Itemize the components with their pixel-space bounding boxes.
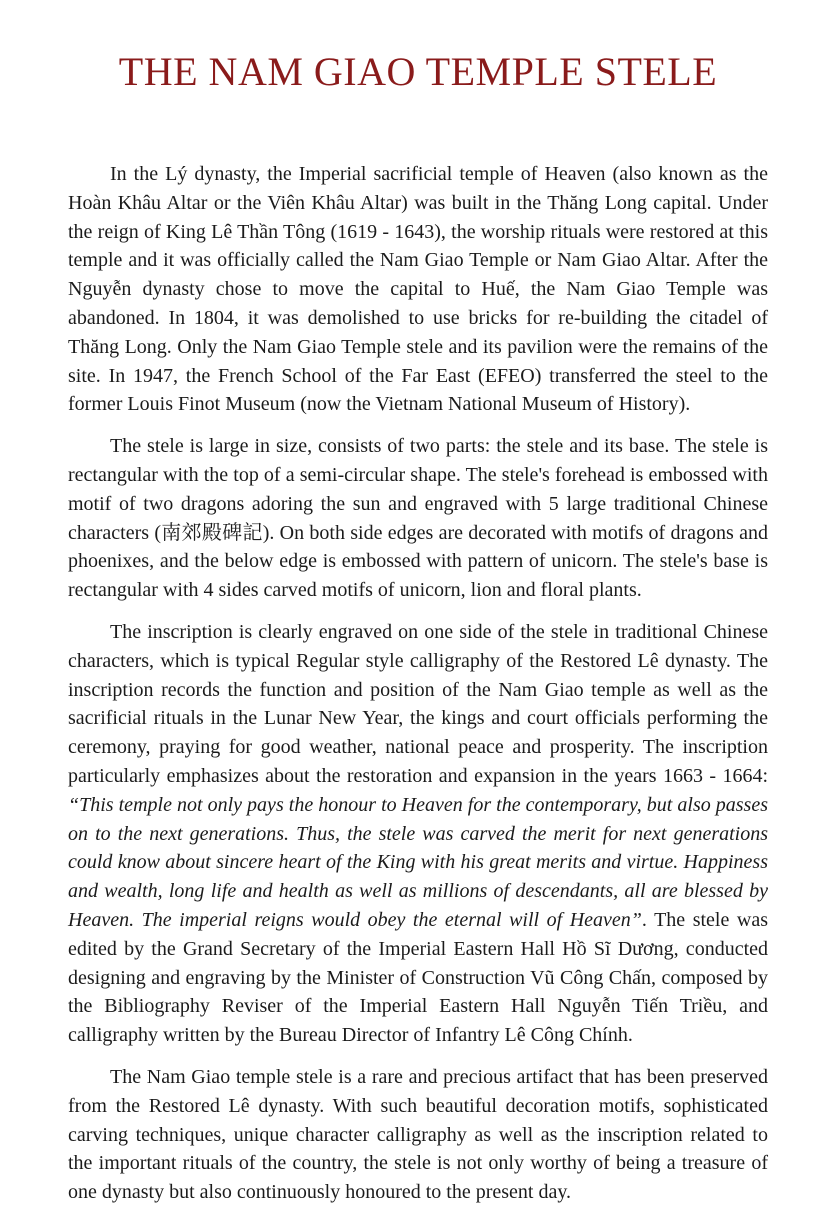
paragraph-conclusion: The Nam Giao temple stele is a rare and precious artifact that has been preserved from the Restored Lê dynasty. With such beautiful decoration motifs, sophisticated carving techniques, unique character calligraphy as well as the inscription related to the important rituals of the country, the stele is not only worthy of being a treasure of one dynasty but also continuously honoured to the present day. (68, 1065, 768, 1204)
paragraph-inscription-quote: “This temple not only pays the honour to Heaven for the contemporary, but also passes on to the next generations. Thus, the stele was carved the merit for next generations could know about sincere heart of the King with his great merits and virtue. Happiness and wealth, long life and health as well as millions of descendants, all are blessed by Heaven. The imperial reigns would obey the eternal will of Heaven” (68, 793, 768, 931)
paragraph-history: In the Lý dynasty, the Imperial sacrificial temple of Heaven (also known as the Hoàn Khâu Altar or the Viên Khâu Altar) was built in the Thăng Long capital. Under the reign of King Lê Thần Tông (1619 - 1643), the worship rituals were restored at this temple and it was officially called the Nam Giao Temple or Nam Giao Altar. After the Nguyễn dynasty chose to move the capital to Huế, the Nam Giao Temple was abandoned. In 1804, it was demolished to use bricks for re-building the citadel of Thăng Long. Only the Nam Giao Temple stele and its pavilion were the remains of the site. In 1947, the French School of the Far East (EFEO) transferred the steel to the former Louis Finot Museum (now the Vietnam National Museum of History). (68, 163, 768, 416)
paragraph-inscription-lead: The inscription is clearly engraved on one side of the stele in traditional Chinese characters, which is typical Regular style calligraphy of the Restored Lê dynasty. The inscription records the function and position of the Nam Giao temple as well as the sacrificial rituals in the Lunar New Year, the kings and court officials performing the ceremony, praying for good weather, national peace and prosperity. The inscription particularly emphasizes about the restoration and expansion in the years 1663 - 1664: (68, 620, 768, 787)
paragraph-description: The stele is large in size, consists of two parts: the stele and its base. The stele is rectangular with the top of a semi-circular shape. The stele's forehead is embossed with motif of two dragons adoring the sun and engraved with 5 large traditional Chinese characters (南郊殿碑記). On both side edges are decorated with motifs of dragons and phoenixes, and the below edge is embossed with pattern of unicorn. The stele's base is rectangular with 4 sides carved motifs of unicorn, lion and floral plants. (68, 435, 768, 602)
page-title: THE NAM GIAO TEMPLE STELE (118, 49, 718, 94)
article-body (68, 160, 768, 1207)
paragraph-inscription-tail: . The stele was edited by the Grand Secretary of the Imperial Eastern Hall Hồ Sĩ Dương, conducted designing and engraving by the Minister of Construction Vũ Công Chấn, composed by the Bibliography Reviser of the Imperial Eastern Hall Nguyễn Tiến Triều, and calligraphy written by the Bureau Director of Infantry Lê Công Chính. (68, 908, 768, 1047)
paragraph-inscription (68, 618, 768, 1050)
